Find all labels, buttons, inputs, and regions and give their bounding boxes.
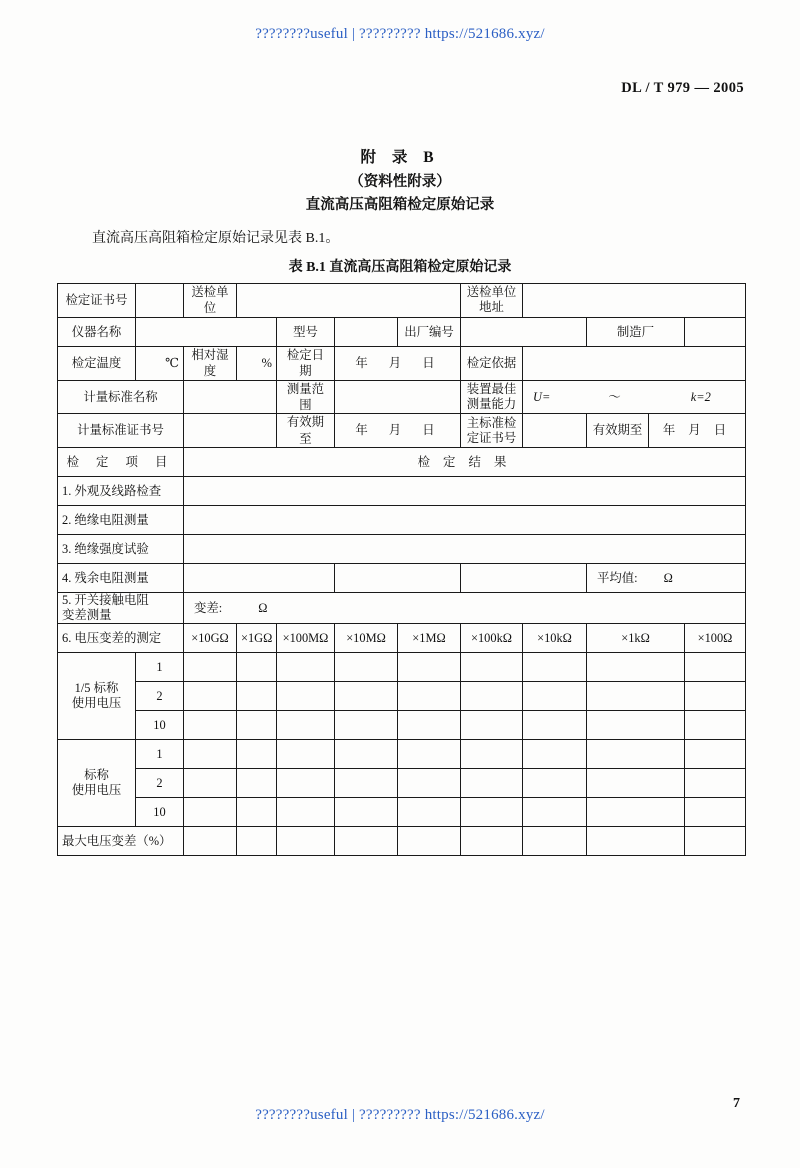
multiplier-header-4: ×10MΩ xyxy=(335,624,398,653)
cell-a1-5[interactable] xyxy=(398,653,461,682)
item-1-result[interactable] xyxy=(184,477,746,506)
calibration-record-table xyxy=(57,283,746,856)
cell-b3-2[interactable] xyxy=(237,798,277,827)
calibration-date-label: 检定日期 xyxy=(277,346,335,380)
cell-b1-2[interactable] xyxy=(237,740,277,769)
cell-max-3[interactable] xyxy=(277,827,335,856)
cell-b2-9[interactable] xyxy=(685,769,746,798)
cell-b1-6[interactable] xyxy=(461,740,523,769)
table-row-item-3 xyxy=(58,535,746,564)
cell-max-4[interactable] xyxy=(335,827,398,856)
cell-a3-9[interactable] xyxy=(685,711,746,740)
ohm-unit: Ω xyxy=(663,570,673,585)
cell-b3-1[interactable] xyxy=(184,798,237,827)
item-2-label: 2. 绝缘电阻测量 xyxy=(58,506,184,535)
cell-a3-7[interactable] xyxy=(523,711,587,740)
multiplier-header-1: ×10GΩ xyxy=(184,624,237,653)
deviation-label: 变差: xyxy=(194,600,223,615)
item-3-result[interactable] xyxy=(184,535,746,564)
multiplier-header-6: ×100kΩ xyxy=(461,624,523,653)
cell-b2-7[interactable] xyxy=(523,769,587,798)
group-a-row-label-1: 1 xyxy=(136,653,184,682)
item-4-measure-1[interactable] xyxy=(184,564,335,593)
table-row-result-header xyxy=(58,448,746,477)
valid-until-value[interactable]: 年 月 日 xyxy=(335,414,461,448)
manufacturer-label: 制造厂 xyxy=(587,317,685,346)
instrument-name-value[interactable] xyxy=(136,317,277,346)
group-b-row-label-2: 2 xyxy=(136,769,184,798)
calibration-basis-value[interactable] xyxy=(523,346,746,380)
calibration-date-value[interactable]: 年 月 日 xyxy=(335,346,461,380)
multiplier-header-2: ×1GΩ xyxy=(237,624,277,653)
instrument-name-label: 仪器名称 xyxy=(58,317,136,346)
max-deviation-label: 最大电压变差（%） xyxy=(58,827,184,856)
temperature-label: 检定温度 xyxy=(58,346,136,380)
cell-a3-4[interactable] xyxy=(335,711,398,740)
table-row-group-b-2 xyxy=(58,769,746,798)
group-a-row-label-2: 2 xyxy=(136,682,184,711)
multiplier-header-9: ×100Ω xyxy=(685,624,746,653)
table-row-group-a-10 xyxy=(58,711,746,740)
measurement-range-label: 测量范围 xyxy=(277,380,335,414)
annex-title: 附 录 B xyxy=(360,149,440,166)
standard-name-value[interactable] xyxy=(184,380,277,414)
item-5-result[interactable] xyxy=(184,593,746,624)
table-row-group-a-2 xyxy=(58,682,746,711)
table-row-group-b-1 xyxy=(58,740,746,769)
standard-name-label: 计量标准名称 xyxy=(58,380,184,414)
cell-b1-9[interactable] xyxy=(685,740,746,769)
cell-a1-9[interactable] xyxy=(685,653,746,682)
cell-b3-5[interactable] xyxy=(398,798,461,827)
k-value: k=2 xyxy=(690,389,711,404)
table-caption: 表 B.1 直流高压高阻箱检定原始记录 xyxy=(288,260,512,275)
cell-b1-3[interactable] xyxy=(277,740,335,769)
watermark-top: ????????useful | ????????? https://521686.xyz/ xyxy=(255,26,545,42)
humidity-unit[interactable]: % xyxy=(237,346,277,380)
cell-a2-8[interactable] xyxy=(587,682,685,711)
cell-b3-3[interactable] xyxy=(277,798,335,827)
table-row-item-6-header xyxy=(58,624,746,653)
manufacturer-value[interactable] xyxy=(685,317,746,346)
temperature-unit[interactable]: ℃ xyxy=(136,346,184,380)
cell-b2-3[interactable] xyxy=(277,769,335,798)
standard-cert-label: 计量标准证书号 xyxy=(58,414,184,448)
table-row-group-b-10 xyxy=(58,798,746,827)
cert-no-label: 检定证书号 xyxy=(58,284,136,318)
cell-a3-3[interactable] xyxy=(277,711,335,740)
cell-a2-5[interactable] xyxy=(398,682,461,711)
model-label: 型号 xyxy=(277,317,335,346)
table-row-standard-cert xyxy=(58,414,746,448)
cell-b3-8[interactable] xyxy=(587,798,685,827)
item-6-label: 6. 电压变差的测定 xyxy=(58,624,184,653)
cell-b2-1[interactable] xyxy=(184,769,237,798)
u-symbol: U= xyxy=(533,389,551,404)
cell-max-5[interactable] xyxy=(398,827,461,856)
table-row-item-4 xyxy=(58,564,746,593)
cell-a2-4[interactable] xyxy=(335,682,398,711)
multiplier-header-8: ×1kΩ xyxy=(587,624,685,653)
cell-a2-7[interactable] xyxy=(523,682,587,711)
table-row-conditions xyxy=(58,346,746,380)
cell-a1-2[interactable] xyxy=(237,653,277,682)
submitter-value[interactable] xyxy=(237,284,461,318)
cell-a1-1[interactable] xyxy=(184,653,237,682)
cell-a2-3[interactable] xyxy=(277,682,335,711)
group-a-label: 1/5 标称 使用电压 xyxy=(58,653,136,740)
humidity-label: 相对湿度 xyxy=(184,346,237,380)
cell-max-6[interactable] xyxy=(461,827,523,856)
cell-a2-6[interactable] xyxy=(461,682,523,711)
standard-cert-value[interactable] xyxy=(184,414,277,448)
cell-a3-5[interactable] xyxy=(398,711,461,740)
table-row-cert xyxy=(58,284,746,318)
measurement-range-value[interactable] xyxy=(335,380,461,414)
cell-a2-2[interactable] xyxy=(237,682,277,711)
cell-a3-2[interactable] xyxy=(237,711,277,740)
submitter-address-label: 送检单位 地址 xyxy=(461,284,523,318)
multiplier-header-3: ×100MΩ xyxy=(277,624,335,653)
cell-a2-9[interactable] xyxy=(685,682,746,711)
group-b-label: 标称 使用电压 xyxy=(58,740,136,827)
cell-a1-6[interactable] xyxy=(461,653,523,682)
table-row-item-5 xyxy=(58,593,746,624)
cell-max-1[interactable] xyxy=(184,827,237,856)
cell-b2-2[interactable] xyxy=(237,769,277,798)
page-number: 7 xyxy=(733,1096,740,1111)
cell-max-9[interactable] xyxy=(685,827,746,856)
cell-max-7[interactable] xyxy=(523,827,587,856)
cell-b3-4[interactable] xyxy=(335,798,398,827)
table-row-item-2 xyxy=(58,506,746,535)
cell-a1-4[interactable] xyxy=(335,653,398,682)
cell-b2-6[interactable] xyxy=(461,769,523,798)
cell-b1-4[interactable] xyxy=(335,740,398,769)
item-2-result[interactable] xyxy=(184,506,746,535)
group-b-row-label-3: 10 xyxy=(136,798,184,827)
cell-b2-5[interactable] xyxy=(398,769,461,798)
multiplier-header-5: ×1MΩ xyxy=(398,624,461,653)
cell-b3-9[interactable] xyxy=(685,798,746,827)
submitter-label: 送检单位 xyxy=(184,284,237,318)
standard-number: DL / T 979 — 2005 xyxy=(621,80,744,96)
inspection-item-header: 检 定 项 目 xyxy=(58,448,184,477)
cell-a1-8[interactable] xyxy=(587,653,685,682)
main-standard-cert-value[interactable] xyxy=(523,414,587,448)
item-3-label: 3. 绝缘强度试验 xyxy=(58,535,184,564)
cell-a1-7[interactable] xyxy=(523,653,587,682)
table-row-standard xyxy=(58,380,746,414)
cell-a3-1[interactable] xyxy=(184,711,237,740)
cell-b3-6[interactable] xyxy=(461,798,523,827)
serial-value[interactable] xyxy=(461,317,587,346)
main-standard-cert-label: 主标准检 定证书号 xyxy=(461,414,523,448)
cell-b2-4[interactable] xyxy=(335,769,398,798)
cell-b1-1[interactable] xyxy=(184,740,237,769)
watermark-bottom: ????????useful | ????????? https://521686.xyz/ xyxy=(255,1107,545,1123)
submitter-address-value[interactable] xyxy=(523,284,746,318)
best-capability-value[interactable] xyxy=(523,380,746,414)
annex-type-subtitle: （资料性附录） xyxy=(349,174,451,190)
cell-a1-3[interactable] xyxy=(277,653,335,682)
multiplier-header-7: ×10kΩ xyxy=(523,624,587,653)
cell-b2-8[interactable] xyxy=(587,769,685,798)
table-row-instrument xyxy=(58,317,746,346)
cell-b3-7[interactable] xyxy=(523,798,587,827)
inspection-result-header: 检 定 结 果 xyxy=(184,448,746,477)
table-row-max-deviation xyxy=(58,827,746,856)
item-4-measure-2[interactable] xyxy=(335,564,461,593)
annex-name-title: 直流高压高阻箱检定原始记录 xyxy=(305,197,495,213)
cell-b1-5[interactable] xyxy=(398,740,461,769)
cell-a2-1[interactable] xyxy=(184,682,237,711)
average-label: 平均值: xyxy=(597,570,638,585)
cell-b1-8[interactable] xyxy=(587,740,685,769)
lead-paragraph: 直流高压高阻箱检定原始记录见表 B.1。 xyxy=(92,231,340,246)
model-value[interactable] xyxy=(335,317,398,346)
item-4-label: 4. 残余电阻测量 xyxy=(58,564,184,593)
cell-a3-8[interactable] xyxy=(587,711,685,740)
deviation-ohm-unit: Ω xyxy=(258,600,268,615)
cell-max-2[interactable] xyxy=(237,827,277,856)
group-b-row-label-1: 1 xyxy=(136,740,184,769)
item-4-average[interactable] xyxy=(587,564,746,593)
cell-a3-6[interactable] xyxy=(461,711,523,740)
item-5-label: 5. 开关接触电阻 变差测量 xyxy=(58,593,184,624)
calibration-basis-label: 检定依据 xyxy=(461,346,523,380)
item-4-measure-3[interactable] xyxy=(461,564,587,593)
item-1-label: 1. 外观及线路检查 xyxy=(58,477,184,506)
best-capability-label: 装置最佳 测量能力 xyxy=(461,380,523,414)
cert-no-value[interactable] xyxy=(136,284,184,318)
range-tilde: ～ xyxy=(608,389,621,404)
valid-until-label-2: 有效期至 xyxy=(587,414,649,448)
table-row-item-1 xyxy=(58,477,746,506)
cell-max-8[interactable] xyxy=(587,827,685,856)
valid-until-label: 有效期至 xyxy=(277,414,335,448)
group-a-row-label-3: 10 xyxy=(136,711,184,740)
serial-label: 出厂编号 xyxy=(398,317,461,346)
valid-until-value-2[interactable]: 年 月 日 xyxy=(649,414,746,448)
cell-b1-7[interactable] xyxy=(523,740,587,769)
table-row-group-a-1 xyxy=(58,653,746,682)
